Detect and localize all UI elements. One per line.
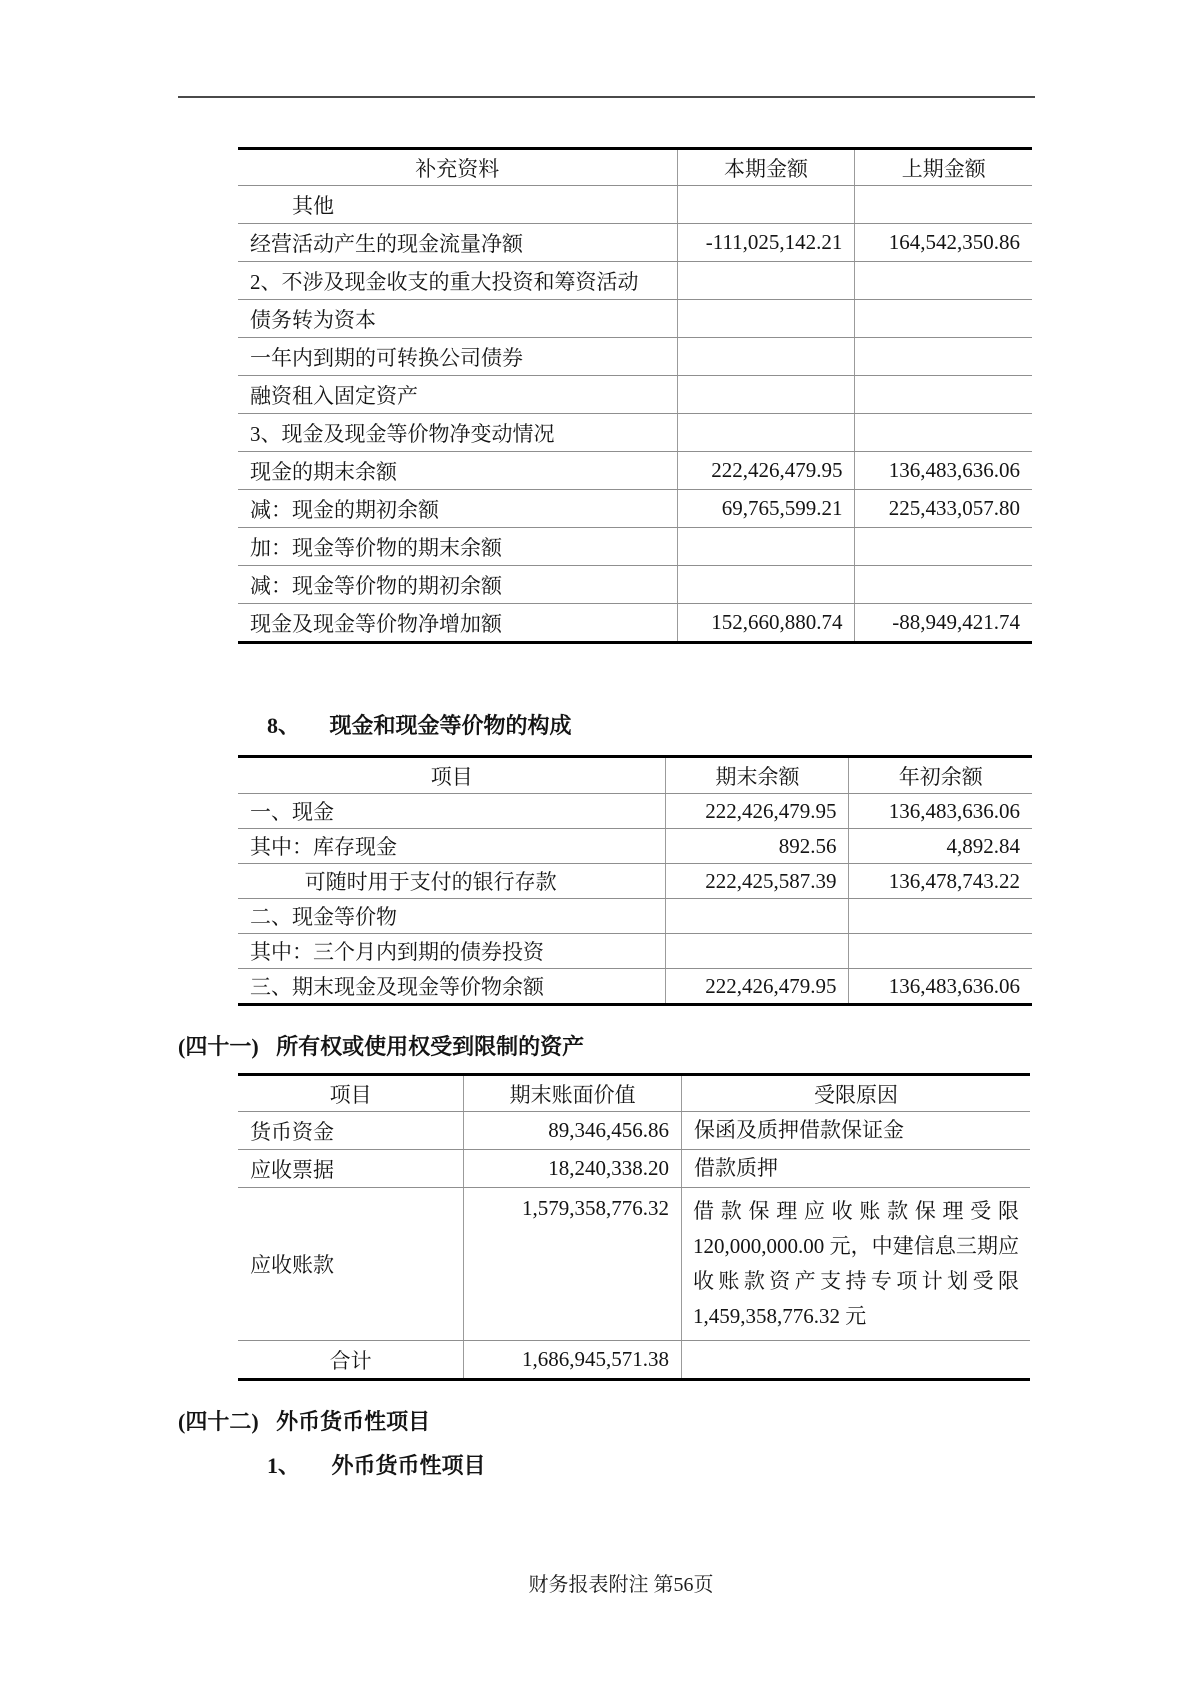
row-value bbox=[855, 414, 1032, 452]
section-42-heading bbox=[178, 1407, 430, 1437]
table-row bbox=[238, 1112, 1030, 1150]
table-row bbox=[238, 452, 1032, 490]
row-label: 一年内到期的可转换公司债券 bbox=[238, 338, 677, 376]
table-row bbox=[238, 934, 1032, 969]
row-label: 债务转为资本 bbox=[238, 300, 677, 338]
table-row bbox=[238, 794, 1032, 829]
row-value: 借款保理应收账款保理受限 120,000,000.00 元，中建信息三期应收账款资产支持专项计划受限 1,459,358,776.32 元 bbox=[682, 1188, 1030, 1341]
row-label: 2、不涉及现金收支的重大投资和筹资活动 bbox=[238, 262, 677, 300]
row-label: 其中：三个月内到期的债券投资 bbox=[238, 934, 666, 969]
table-row bbox=[238, 829, 1032, 864]
row-value bbox=[677, 414, 855, 452]
row-value: 222,426,479.95 bbox=[666, 969, 849, 1005]
supplementary-info-table bbox=[238, 147, 1032, 644]
row-value bbox=[855, 376, 1032, 414]
section-number: 1、 bbox=[267, 1453, 301, 1478]
section-8-heading bbox=[267, 711, 572, 741]
row-value bbox=[677, 376, 855, 414]
row-label: 三、期末现金及现金等价物余额 bbox=[250, 975, 544, 999]
table-row bbox=[238, 300, 1032, 338]
row-value bbox=[677, 528, 855, 566]
row-value: 18,240,338.20 bbox=[464, 1150, 682, 1188]
row-value bbox=[855, 338, 1032, 376]
row-label: 减：现金等价物的期初余额 bbox=[238, 566, 677, 604]
page-footer: 财务报表附注 第56页 bbox=[528, 1574, 714, 1596]
restricted-assets-table bbox=[238, 1073, 1030, 1381]
page-header-rule bbox=[178, 96, 1035, 98]
row-value: 4,892.84 bbox=[849, 829, 1032, 864]
row-value bbox=[677, 338, 855, 376]
row-value bbox=[666, 899, 849, 934]
row-value bbox=[855, 300, 1032, 338]
table-row bbox=[238, 262, 1032, 300]
row-value: 保函及质押借款保证金 bbox=[682, 1112, 1030, 1150]
table-row bbox=[238, 338, 1032, 376]
table-row bbox=[238, 490, 1032, 528]
row-value bbox=[855, 262, 1032, 300]
table-row bbox=[238, 224, 1032, 262]
cash-composition-table bbox=[238, 755, 1032, 1006]
column-header-supplementary-info: 补充资料 bbox=[238, 149, 677, 186]
column-header-prior-period: 上期金额 bbox=[855, 149, 1032, 186]
row-value: 69,765,599.21 bbox=[677, 490, 855, 528]
row-value bbox=[849, 934, 1032, 969]
row-value bbox=[855, 528, 1032, 566]
table-row bbox=[238, 604, 1032, 643]
row-label: 现金及现金等价物净增加额 bbox=[250, 611, 502, 636]
row-value bbox=[682, 1341, 1030, 1380]
row-value: 136,483,636.06 bbox=[849, 794, 1032, 829]
section-title: 所有权或使用权受到限制的资产 bbox=[276, 1034, 585, 1059]
row-label: 经营活动产生的现金流量净额 bbox=[238, 224, 677, 262]
column-header-item: 项目 bbox=[238, 1075, 464, 1112]
table-row bbox=[238, 1150, 1030, 1188]
row-value: -111,025,142.21 bbox=[677, 224, 855, 262]
section-title: 现金和现金等价物的构成 bbox=[329, 713, 572, 738]
row-value: 222,425,587.39 bbox=[666, 864, 849, 899]
row-label: 一、现金 bbox=[238, 794, 666, 829]
row-label: 加：现金等价物的期末余额 bbox=[238, 528, 677, 566]
section-number: 8、 bbox=[267, 713, 301, 738]
row-value bbox=[677, 262, 855, 300]
row-label: 合计 bbox=[329, 1348, 372, 1373]
column-header-current-period: 本期金额 bbox=[677, 149, 855, 186]
row-label: 减：现金的期初余额 bbox=[238, 490, 677, 528]
column-header-item: 项目 bbox=[238, 757, 666, 794]
section-title: 外币货币性项目 bbox=[331, 1453, 486, 1478]
table-row bbox=[238, 899, 1032, 934]
row-value bbox=[677, 300, 855, 338]
row-value bbox=[666, 934, 849, 969]
row-value: -88,949,421.74 bbox=[855, 604, 1032, 643]
column-header-ending-book-value: 期末账面价值 bbox=[464, 1075, 682, 1112]
row-label: 二、现金等价物 bbox=[238, 899, 666, 934]
row-value bbox=[855, 566, 1032, 604]
table-row bbox=[238, 864, 1032, 899]
row-value: 借款质押 bbox=[682, 1150, 1030, 1188]
row-value: 89,346,456.86 bbox=[464, 1112, 682, 1150]
table-row bbox=[238, 376, 1032, 414]
row-label: 融资租入固定资产 bbox=[238, 376, 677, 414]
row-value: 164,542,350.86 bbox=[855, 224, 1032, 262]
row-value bbox=[855, 186, 1032, 224]
row-value: 1,686,945,571.38 bbox=[464, 1341, 682, 1380]
table-row bbox=[238, 566, 1032, 604]
row-label: 应收账款 bbox=[238, 1188, 464, 1341]
row-value bbox=[849, 899, 1032, 934]
table-row bbox=[238, 1341, 1030, 1380]
row-label: 可随时用于支付的银行存款 bbox=[238, 864, 666, 899]
row-value: 152,660,880.74 bbox=[677, 604, 855, 643]
section-41-heading bbox=[178, 1032, 584, 1062]
row-value: 136,478,743.22 bbox=[849, 864, 1032, 899]
row-label: 应收票据 bbox=[238, 1150, 464, 1188]
section-number: (四十一) bbox=[178, 1034, 259, 1059]
section-title: 外币货币性项目 bbox=[276, 1409, 431, 1434]
row-value: 1,579,358,776.32 bbox=[464, 1188, 682, 1341]
row-label: 其他 bbox=[238, 186, 677, 224]
row-value: 225,433,057.80 bbox=[855, 490, 1032, 528]
table-row bbox=[238, 528, 1032, 566]
row-label: 3、现金及现金等价物净变动情况 bbox=[238, 414, 677, 452]
table-header-row bbox=[238, 757, 1032, 794]
row-value: 222,426,479.95 bbox=[677, 452, 855, 490]
row-value: 136,483,636.06 bbox=[855, 452, 1032, 490]
table-row bbox=[238, 969, 1032, 1005]
row-value: 892.56 bbox=[666, 829, 849, 864]
section-42-1-heading bbox=[267, 1451, 486, 1481]
row-value: 222,426,479.95 bbox=[666, 794, 849, 829]
column-header-ending-balance: 期末余额 bbox=[666, 757, 849, 794]
row-value bbox=[677, 566, 855, 604]
row-value: 136,483,636.06 bbox=[849, 969, 1032, 1005]
table-row bbox=[238, 1188, 1030, 1341]
row-label: 其中：库存现金 bbox=[238, 829, 666, 864]
row-value bbox=[677, 186, 855, 224]
column-header-restriction-reason: 受限原因 bbox=[682, 1075, 1030, 1112]
table-row bbox=[238, 186, 1032, 224]
column-header-beginning-balance: 年初余额 bbox=[849, 757, 1032, 794]
row-label: 货币资金 bbox=[238, 1112, 464, 1150]
table-header-row bbox=[238, 1075, 1030, 1112]
table-row bbox=[238, 414, 1032, 452]
section-number: (四十二) bbox=[178, 1409, 259, 1434]
row-label: 现金的期末余额 bbox=[238, 452, 677, 490]
table-header-row bbox=[238, 149, 1032, 186]
